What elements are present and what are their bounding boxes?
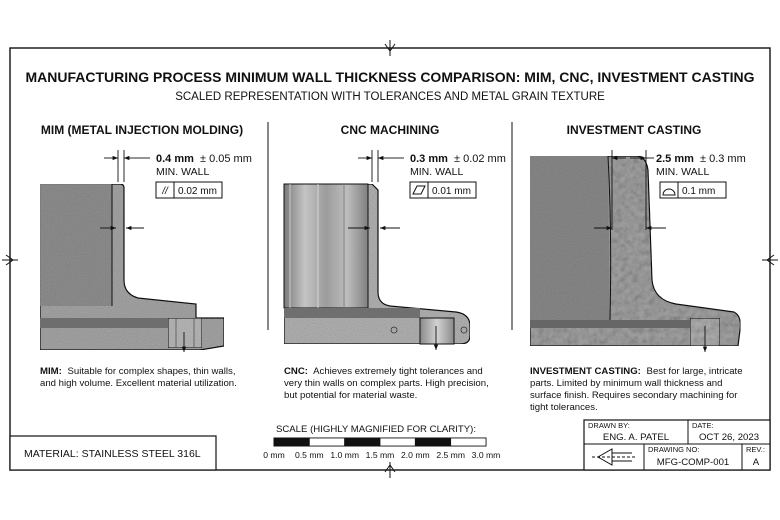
note-line: surface finish. Requires secondary machining for <box>530 390 738 401</box>
drawing-no-value: MFG-COMP-001 <box>656 457 730 468</box>
drawn-by-label: DRAWN BY: <box>588 421 630 430</box>
gdt-frame-parallelism <box>156 182 222 198</box>
note-line: and high volume. Excellent material utilization. <box>40 378 237 389</box>
panel-mim <box>40 123 252 389</box>
cnc-bore-face <box>284 184 368 308</box>
note-lead: INVESTMENT CASTING: <box>530 366 641 377</box>
gdt-value: 0.01 mm <box>432 186 471 197</box>
wall-label: MIN. WALL <box>656 166 710 178</box>
material-box <box>10 436 216 470</box>
drawing-no-label: DRAWING NO: <box>648 445 700 454</box>
wall-tolerance: ± 0.02 mm <box>453 153 506 165</box>
note-line: Achieves extremely tight tolerances and <box>313 366 483 377</box>
svg-text:CNC: Achieves extremely <box>284 366 483 377</box>
panel-heading: MIM (METAL INJECTION MOLDING) <box>40 123 244 137</box>
material-text: MATERIAL: STAINLESS STEEL 316L <box>24 448 201 460</box>
scale-tick-label: 0 mm <box>263 450 285 460</box>
wall-tolerance: ± 0.3 mm <box>699 153 746 165</box>
scale-segment <box>415 438 450 446</box>
title-block <box>584 420 770 470</box>
note-line: Suitable for complex shapes, thin walls, <box>67 366 236 377</box>
rev-value: A <box>752 457 760 468</box>
wall-value: 0.3 mm <box>410 153 448 165</box>
note-lead: CNC: <box>284 366 308 377</box>
note-line: tight tolerances. <box>530 402 598 413</box>
gdt-value: 0.1 mm <box>682 186 716 197</box>
drawing-title: MANUFACTURING PROCESS MINIMUM WALL THICKNESS COMPARISON: MIM, CNC, INVESTMENT CASTING <box>25 69 755 85</box>
svg-text:INVESTMENT CASTING: Best <box>530 366 743 377</box>
wall-value: 0.4 mm <box>156 153 194 165</box>
mim-bore-face <box>40 184 112 306</box>
date-label: DATE: <box>692 421 714 430</box>
svg-text:0.3 mm ± 0.02 mm <box>410 153 506 165</box>
note-line: very thin walls on complex parts. High precision, <box>284 378 489 389</box>
scale-bar <box>263 424 500 460</box>
scale-tick-label: 2.0 mm <box>401 450 430 460</box>
scale-segment <box>345 438 380 446</box>
wall-value: 2.5 mm <box>656 153 694 165</box>
scale-tick-label: 3.0 mm <box>471 450 501 460</box>
scale-segment <box>380 438 415 446</box>
scale-tick-label: 2.5 mm <box>436 450 465 460</box>
svg-text:MIM: Suitable for comple <box>40 366 236 377</box>
rev-label: REV.: <box>746 445 765 454</box>
scale-tick-label: 1.0 mm <box>330 450 359 460</box>
panel-investment-casting <box>530 123 746 413</box>
scale-tick-labels <box>263 450 500 460</box>
casting-bore-face <box>530 156 610 320</box>
gdt-frame-profile <box>660 182 726 198</box>
wall-tolerance: ± 0.05 mm <box>199 153 252 165</box>
note-lead: MIM: <box>40 366 62 377</box>
note-line: Best for large, intricate <box>646 366 743 377</box>
panel-heading: CNC MACHINING <box>340 123 440 137</box>
panel-cnc <box>284 123 506 401</box>
mim-pin <box>168 318 202 348</box>
note-line: but potential for material waste. <box>284 390 418 401</box>
panel-heading: INVESTMENT CASTING <box>566 123 702 137</box>
mim-part-section <box>40 184 224 350</box>
gdt-frame-flatness <box>410 182 476 198</box>
date-value: OCT 26, 2023 <box>698 432 760 443</box>
drawing-subtitle: SCALED REPRESENTATION WITH TOLERANCES AND METAL GRAIN TEXTURE <box>175 91 605 103</box>
svg-text:2.5 mm ± 0.3 mm <box>656 153 746 165</box>
svg-text:0.4 mm ± 0.05 mm <box>156 153 252 165</box>
scale-tick-label: 1.5 mm <box>365 450 395 460</box>
casting-shelf-shadow <box>530 320 690 328</box>
scale-segment <box>309 438 344 446</box>
cnc-shelf-shadow <box>284 308 420 318</box>
cnc-pin <box>420 318 454 344</box>
scale-tick-label: 0.5 mm <box>295 450 324 460</box>
mim-shelf-shadow <box>40 318 168 328</box>
wall-label: MIN. WALL <box>156 166 210 178</box>
drawn-by-value: ENG. A. PATEL <box>602 432 670 443</box>
wall-label: MIN. WALL <box>410 166 464 178</box>
scale-segments <box>274 438 486 446</box>
scale-segment <box>274 438 309 446</box>
parallelism-icon: // <box>162 186 168 197</box>
gdt-value: 0.02 mm <box>178 186 217 197</box>
cnc-part-section <box>284 184 470 344</box>
note-line: parts. Limited by minimum wall thickness and <box>530 378 723 389</box>
scale-label: SCALE (HIGHLY MAGNIFIED FOR CLARITY): <box>275 424 477 435</box>
scale-segment <box>451 438 486 446</box>
